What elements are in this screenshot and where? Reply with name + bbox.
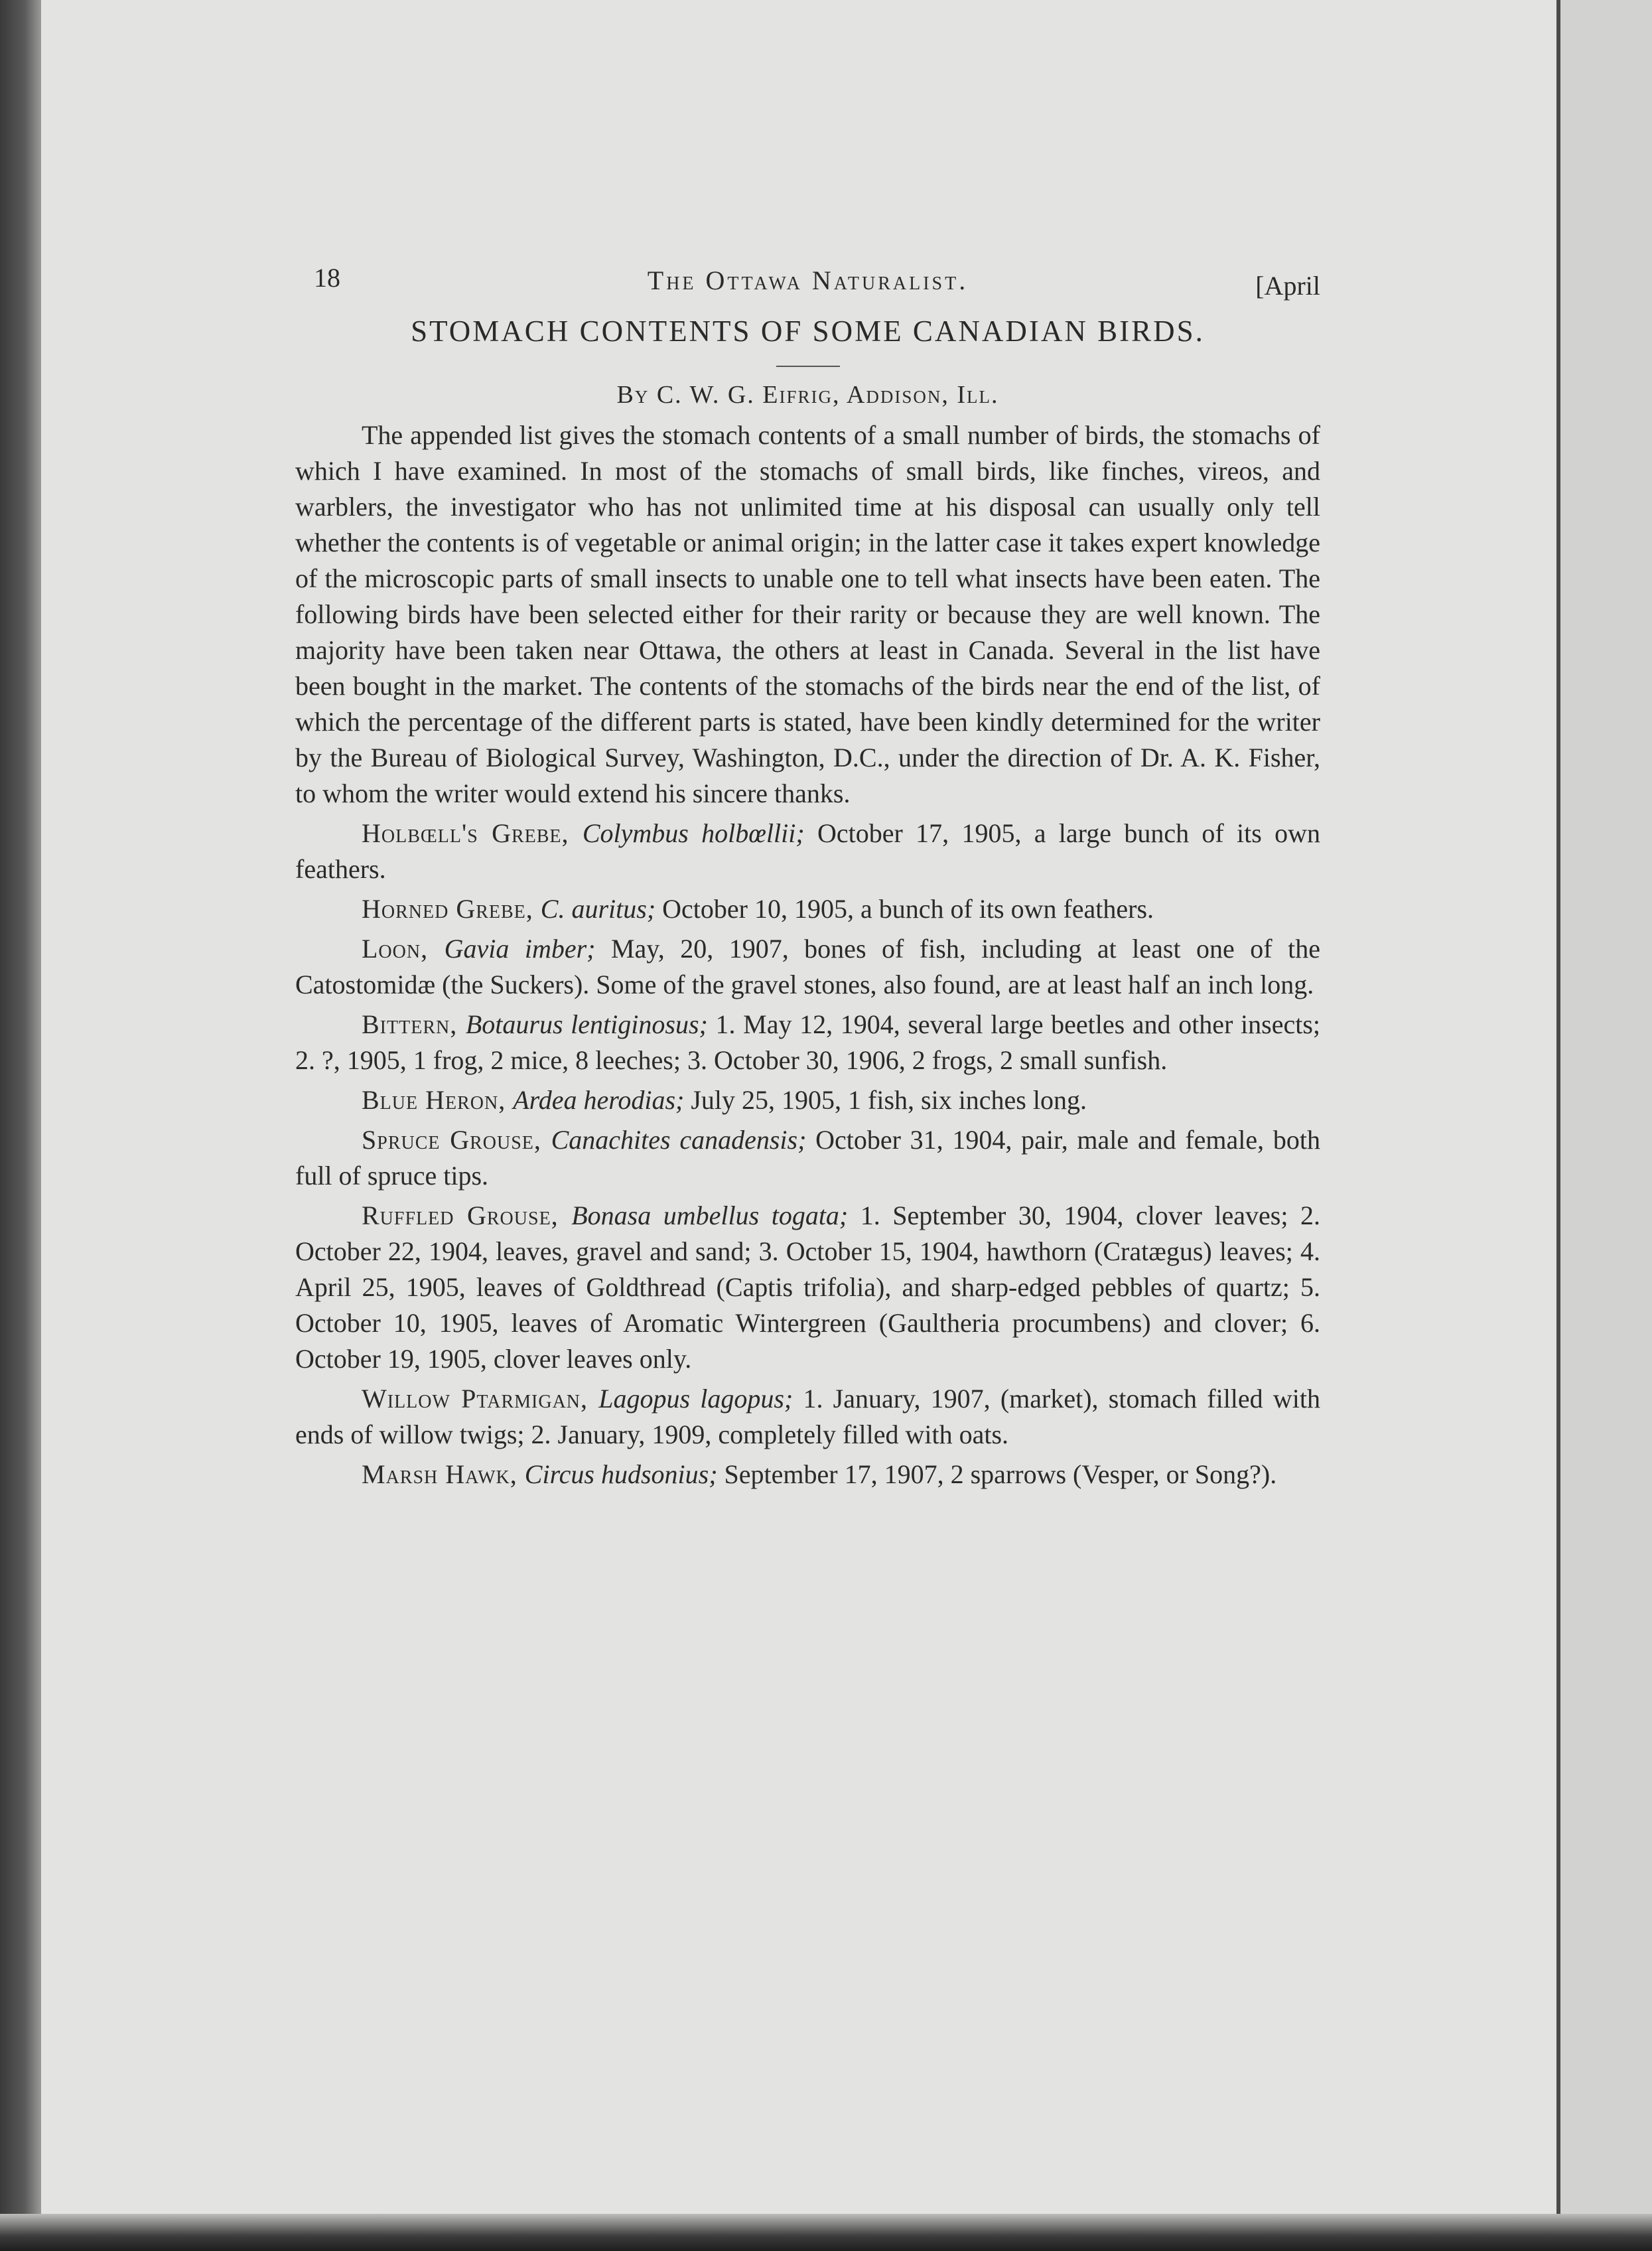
- bird-scientific-name: Gavia imber;: [444, 934, 611, 964]
- bird-common-name: Loon,: [362, 934, 445, 964]
- bird-stomach-contents: May, 20, 1907, bones of fish, including at least one of the Catostomidæ (the Suckers). Some of the gravel stones, also found, are at least half an inch long.: [295, 934, 1320, 999]
- title-divider: [776, 366, 840, 367]
- bird-stomach-contents: 1. September 30, 1904, clover leaves; 2. October 22, 1904, leaves, gravel and sand; 3. October 15, 1904, hawthorn (Cratægus) leaves; 4. April 25, 1905, leaves of Goldthread (Captis trifolia), and sharp-edged pebbles of quartz; 5. October 10, 1905, leaves of Aromatic Wintergreen (Gaultheria procumbens) and clover; 6. October 19, 1905, clover leaves only.: [295, 1200, 1320, 1374]
- bird-stomach-contents: October 10, 1905, a bunch of its own feathers.: [662, 894, 1154, 924]
- bird-scientific-name: Circus hudsonius;: [524, 1459, 724, 1489]
- bird-scientific-name: Canachites canadensis;: [551, 1125, 816, 1155]
- bird-common-name: Blue Heron,: [362, 1085, 514, 1115]
- bird-entry: [295, 1457, 1320, 1492]
- bird-stomach-contents: July 25, 1905, 1 fish, six inches long.: [691, 1085, 1087, 1115]
- article-body: [295, 417, 1320, 1492]
- bird-common-name: Marsh Hawk,: [362, 1459, 525, 1489]
- bird-scientific-name: Ardea herodias;: [513, 1085, 691, 1115]
- issue-month: [April: [1255, 271, 1320, 301]
- journal-title: The Ottawa Naturalist.: [647, 265, 969, 295]
- bird-scientific-name: Botaurus lentiginosus;: [465, 1009, 716, 1039]
- bird-common-name: Willow Ptarmigan,: [362, 1384, 599, 1414]
- bird-entry: [295, 891, 1320, 927]
- running-head: [295, 255, 1320, 302]
- page-number: 18: [314, 263, 340, 293]
- article-title: STOMACH CONTENTS OF SOME CANADIAN BIRDS.: [411, 315, 1205, 348]
- bird-entry: [295, 1381, 1320, 1453]
- bird-scientific-name: Colymbus holbœllii;: [582, 818, 818, 848]
- bird-entries-list: [295, 816, 1320, 1492]
- bird-entry: [295, 816, 1320, 887]
- bird-scientific-name: C. auritus;: [540, 894, 663, 924]
- bird-entry: [295, 1007, 1320, 1078]
- bird-stomach-contents: 1. January, 1907, (market), stomach filled with ends of willow twigs; 2. January, 1909, completely filled with oats.: [295, 1384, 1320, 1449]
- adjacent-page-strip: [1560, 0, 1652, 2216]
- bird-scientific-name: Bonasa umbellus togata;: [571, 1200, 860, 1230]
- bird-scientific-name: Lagopus lagopus;: [598, 1384, 803, 1414]
- bird-common-name: Horned Grebe,: [362, 894, 541, 924]
- bird-entry: [295, 931, 1320, 1003]
- bird-common-name: Spruce Grouse,: [362, 1125, 551, 1155]
- bird-entry: [295, 1082, 1320, 1118]
- bird-common-name: Holbœll's Grebe,: [362, 818, 583, 848]
- scan-bottom-edge: [0, 2214, 1652, 2251]
- bird-stomach-contents: October 17, 1905, a large bunch of its own feathers.: [295, 818, 1320, 884]
- bird-common-name: Bittern,: [362, 1009, 466, 1039]
- article-byline: By C. W. G. Eifrig, Addison, Ill.: [616, 381, 999, 409]
- journal-page: [295, 255, 1320, 1492]
- bird-entry: [295, 1122, 1320, 1194]
- intro-paragraph: The appended list gives the stomach contents of a small number of birds, the stomachs of which I have examined. In most of the stomachs of small birds, like finches, vireos, and warblers, the investigator who has not unlimited time at his disposal can usually only tell whether the contents is of vegetable or animal origin; in the latter case it takes expert knowledge of the microscopic parts of small insects to unable one to tell what insects have been eaten. The following birds have been selected either for their rarity or because they are well known. The majority have been taken near Ottawa, the others at least in Canada. Several in the list have been bought in the market. The contents of the stomachs of the birds near the end of the list, of which the percentage of the different parts is stated, have been kindly determined for the writer by the Bureau of Biological Survey, Washington, D.C., under the direction of Dr. A. K. Fisher, to whom the writer would extend his sincere thanks.: [295, 420, 1320, 808]
- bird-stomach-contents: September 17, 1907, 2 sparrows (Vesper, or Song?).: [724, 1459, 1277, 1489]
- scan-left-edge: [0, 0, 41, 2251]
- bird-common-name: Ruffled Grouse,: [362, 1200, 572, 1230]
- bird-stomach-contents: October 31, 1904, pair, male and female, both full of spruce tips.: [295, 1125, 1320, 1191]
- bird-entry: [295, 1198, 1320, 1377]
- bird-stomach-contents: 1. May 12, 1904, several large beetles and other insects; 2. ?, 1905, 1 frog, 2 mice, 8 leeches; 3. October 30, 1906, 2 frogs, 2 small sunfish.: [295, 1009, 1321, 1075]
